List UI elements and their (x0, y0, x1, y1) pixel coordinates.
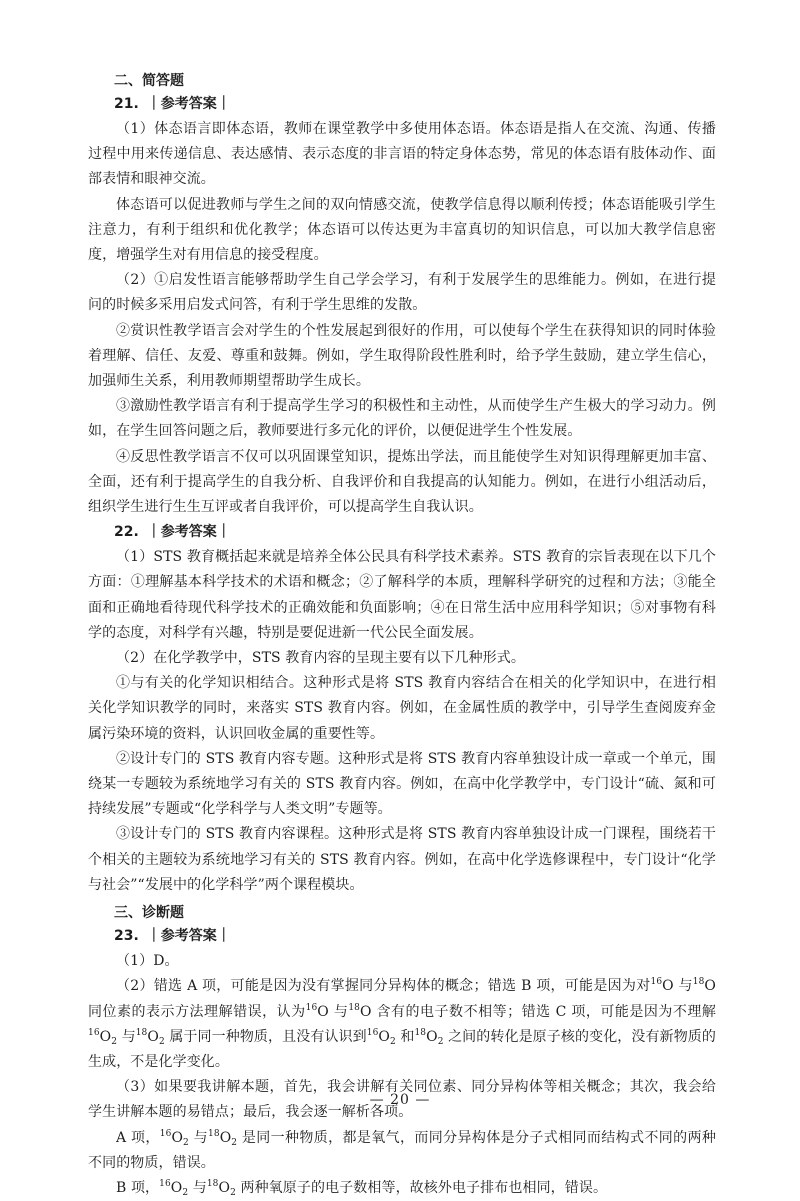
question-23-header (88, 926, 716, 946)
paragraph: （3）如果要我讲解本题，首先，我会讲解有关同位素、同分异构体等相关概念；其次，我会给学生讲解本题的易错点；最后，我会逐一解析各项。 (88, 1079, 716, 1121)
text-run: 之间的转化是原子核的变化，没有新物质的生成，不是化学变化。 (88, 1028, 716, 1070)
isotope-mass-18: 18 (348, 1002, 360, 1013)
isotope-mass-18: 18 (692, 977, 705, 988)
question-22-header (88, 522, 716, 542)
subscript-2: 2 (389, 1036, 396, 1047)
element-symbol: O (378, 1028, 390, 1045)
paragraph: （2）①启发性语言能够帮助学生自己学会学习，有利于发展学生的思维能力。例如，在进行提问的时候多采用启发式问答，有利于学生思维的发散。 (88, 272, 716, 314)
paragraph: 体态语可以促进教师与学生之间的双向情感交流，使教学信息得以顺利传授；体态语能吸引学生注意力，有利于组织和优化教学；体态语可以传达更为丰富真切的知识信息，可以加大教学信息密度，增强学生对有用信息的接受程度。 (88, 196, 716, 264)
paragraph (88, 1126, 716, 1176)
text-run: 两种氧原子的电子数相等，故核外电子排布也相同，错误。 (235, 1179, 608, 1196)
text-run: 与 (117, 1028, 136, 1045)
text-run: A 项， (116, 1129, 160, 1146)
paragraph: ①与有关的化学知识相结合。这种形式是将 STS 教育内容结合在相关的化学知识中，在进行相关化学知识教学的同时，来落实 STS 教育内容。例如，在金属性质的教学中，引导学生查阅废弃金属污染环境的资料，认识回收金属的重要性等。 (88, 675, 716, 742)
isotope-mass-16: 16 (159, 1178, 171, 1189)
subscript-2: 2 (182, 1187, 189, 1198)
subscript-2: 2 (231, 1137, 238, 1148)
isotope-mass-18: 18 (135, 1027, 148, 1038)
text-run: O 同位素的表示方法理解错误，认为 (88, 978, 716, 1020)
isotope-mass-16: 16 (305, 1002, 318, 1013)
isotope-mass-18: 18 (414, 1027, 427, 1038)
paragraph: （1）STS 教育概括起来就是培养全体公民具有科学技术素养。STS 教育的宗旨表现在以下几个方面：①理解基本科学技术的术语和概念；②了解科学的本质，理解科学研究的过程和方法；③能全面和正确地看待现代科学技术的正确效能和负面影响；④在日常生活中应用科学知识；⑤对事物有科学的态度，对科学有兴趣，特别是要促进新一代公民全面发展。 (88, 549, 716, 641)
answer-label: ｜参考答案｜ (146, 524, 231, 541)
isotope-mass-16: 16 (88, 1027, 100, 1038)
isotope-mass-18: 18 (208, 1128, 220, 1139)
section-heading-short-answer: 二、简答题 (114, 73, 184, 89)
isotope-mass-16: 16 (159, 1128, 172, 1139)
text-run: O 与 (662, 978, 693, 995)
question-number: 23. (114, 928, 139, 945)
answer-label: ｜参考答案｜ (146, 96, 231, 112)
paragraph: （1）体态语言即体态语，教师在课堂教学中多使用体态语。体态语是指人在交流、沟通、传播过程中用来传递信息、表达感情、表示态度的非言语的特定身体态势，常见的体态语有肢体动作、面部表情和眼神交流。 (88, 121, 716, 188)
paragraph: ②赏识性教学语言会对学生的个性发展起到很好的作用，可以使每个学生在获得知识的同时体验着理解、信任、友爱、尊重和鼓舞。例如，学生取得阶段性胜利时，给予学生鼓励，建立学生信心，加强师生关系，利用教师期望帮助学生成长。 (88, 322, 716, 390)
text-run: B 项， (116, 1179, 160, 1196)
text-run: O 含有的电子数不相等；错选 C 项，可能是因为不理解 (359, 1003, 717, 1020)
isotope-mass-16: 16 (650, 977, 663, 988)
element-symbol: O (170, 1179, 183, 1196)
subscript-2: 2 (230, 1187, 236, 1198)
question-21-header (88, 94, 716, 114)
paragraph: （2）在化学教学中，STS 教育内容的呈现主要有以下几种形式。 (116, 650, 525, 667)
page-number: — 20 — (369, 1092, 431, 1108)
element-symbol: O (99, 1028, 112, 1045)
question-number: 22. (114, 524, 139, 541)
subscript-2: 2 (158, 1036, 165, 1047)
paragraph: ④反思性教学语言不仅可以巩固课堂知识，提炼出学法，而且能使学生对知识得理解更加丰富、全面，还有利于提高学生的自我分析、自我评价和自我提高的认知能力。例如，在进行小组活动后，组织学生进行生生互评或者自我评价，可以提高学生自我认识。 (88, 448, 716, 516)
text-run: O 与 (317, 1003, 349, 1020)
subscript-2: 2 (111, 1036, 118, 1047)
paragraph: ②设计专门的 STS 教育内容专题。这种形式是将 STS 教育内容单独设计成一章或一个单元，围绕某一专题较为系统地学习有关的 STS 教育内容。例如，在高中化学教学中，专门设计“硫、氮和可持续发展”专题或“化学科学与人类文明”专题等。 (88, 750, 716, 818)
section-heading-diagnosis: 三、诊断题 (114, 905, 184, 922)
text-run: 属于同一种物质，且没有认识到 (164, 1028, 367, 1045)
paragraph: ③激励性教学语言有利于提高学生学习的积极性和主动性，从而使学生产生极大的学习动力。例如，在学生回答问题之后，教师要进行多元化的评价，以便促进学生个性发展。 (88, 398, 716, 440)
paragraph: （1）D。 (116, 953, 179, 970)
paragraph: ③设计专门的 STS 教育内容课程。这种形式是将 STS 教育内容单独设计成一门课程，围绕若干个相关的主题较为系统地学习有关的 STS 教育内容。例如，在高中化学选修课程中，专门设计“化学与社会”“发展中的化学科学”两个课程模块。 (88, 826, 716, 893)
paragraph (88, 974, 716, 1075)
subscript-2: 2 (437, 1036, 444, 1047)
element-symbol: O (218, 1179, 231, 1196)
question-number: 21. (114, 96, 139, 112)
isotope-mass-16: 16 (366, 1027, 379, 1038)
text-run: （2）错选 A 项，可能是因为没有掌握同分异构体的概念；错选 B 项，可能是因为对 (116, 978, 651, 995)
answer-label: ｜参考答案｜ (146, 928, 231, 945)
subscript-2: 2 (183, 1137, 189, 1148)
text-run: 和 (395, 1028, 415, 1045)
isotope-mass-18: 18 (206, 1178, 219, 1189)
text-run: 是同一种物质，都是氧气，而同分异构体是分子式相同而结构式不同的两种不同的物质，错误。 (88, 1129, 716, 1171)
element-symbol: O (171, 1129, 184, 1146)
page-content (88, 66, 716, 1201)
paragraph (88, 1176, 716, 1201)
text-run: 与 (188, 1129, 209, 1146)
element-symbol: O (147, 1028, 159, 1045)
element-symbol: O (426, 1028, 438, 1045)
text-run: 与 (188, 1179, 207, 1196)
element-symbol: O (219, 1129, 232, 1146)
